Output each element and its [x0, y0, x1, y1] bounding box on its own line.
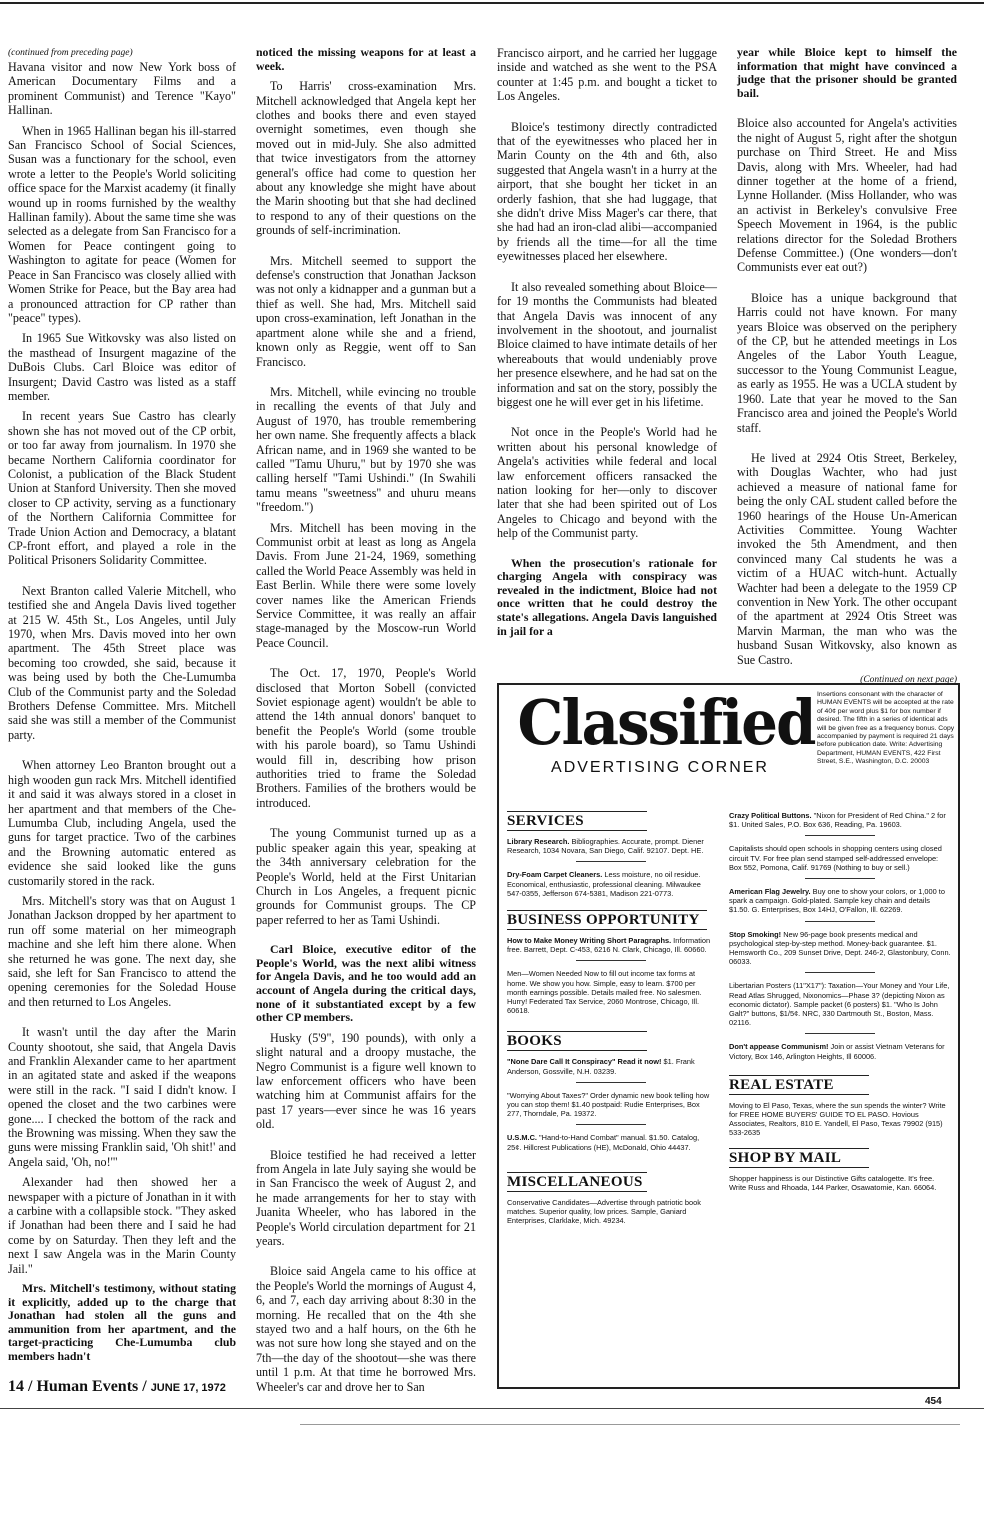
continued-on-note: (Continued on next page)	[860, 675, 957, 685]
issue-date: JUNE 17, 1972	[150, 1382, 226, 1394]
ad-lead-in: Dry-Foam Carpet Cleaners.	[507, 870, 603, 880]
paragraph: Bloice's testimony directly contradicted that of the eyewitnesses who placed her in Marin County on the 4th and 6th, also suggested that Angela wasn't in a hurry at the airport, that she bought her ticket in an orderly fashion, that she had luggage, that she didn't drive Miss Mager's car there, that she had had an iron-clad alibi—accompanied by friends all the time—for all the time eyewitnesses placed her elsewhere.	[497, 119, 717, 264]
paragraph: In recent years Sue Castro has clearly shown she has not moved out of the CP orbit, or too far away from journalism. In 1970 she became Northern California coordinator for Colonist, a publication of the Black Student Union at Stanford University. Then she moved closer to CP activity, serving as a functionary of the Northern California Committee for Trade Union Action and Democracy, a blatant CP-front effort, and played a role in the Political Prisoners Solidarity Committee.	[8, 409, 236, 568]
paragraph: It wasn't until the day after the Marin County shootout, she said, that Angela Davis and Franklin Alexander came to her apartment in an agitated state and asked if the weapons were still in the rack. "I said I didn't know. I opened the closet and the two carbines were gone.... I checked the bottom of the rack and the Browning was missing. When they saw the guns were missing Franklin said, 'Oh shit!' and Angela said, 'Oh, no!'"	[8, 1025, 236, 1169]
ad-lead-in: Don't appease Communism!	[729, 1042, 829, 1052]
classified-ad: Conservative Candidates—Advertise through patriotic book matches. Superior quality, low prices. Sample, Ganiard Enterprises, Clarklake, Mich. 49234.	[507, 1197, 701, 1226]
page-number: 454	[925, 1396, 942, 1407]
masthead-name: 14 / Human Events /	[8, 1378, 147, 1395]
ad-lead-in: "None Dare Call It Conspiracy" Read it now!	[507, 1057, 662, 1067]
classified-ads-box	[497, 683, 960, 1389]
section-heading-misc: MISCELLANEOUS	[507, 1172, 647, 1192]
paragraph: Mrs. Mitchell has been moving in the Communist orbit at least as long as Angela Davis. From June 21-24, 1969, something called the World Peace Assembly was held in East Berlin. While there were some lovely cover names like the American Friends Service Committee, it was really an affair stage-managed by the Moscow-run World Peace Council.	[256, 520, 476, 650]
classified-header	[507, 686, 815, 776]
classified-ad: U.S.M.C. "Hand-to-Hand Combat" manual. $1.50. Catalog, 25¢. Hillcrest Publications (HE), McDonald, Ohio 44437.	[507, 1133, 700, 1152]
paragraph: Havana visitor and now New York boss of American Documentary Films and a prominent Communist) and Terence "Kayo" Hallinan.	[8, 60, 236, 118]
divider	[805, 972, 875, 973]
paragraph: Alexander had then showed her a newspaper with a picture of Jonathan in it with a carbine with a collapsible stock. "They asked if Jonathan had been there and I said he had come by on Saturday. Then they left and the next I saw Angela was in the Marin County Jail."	[8, 1175, 236, 1276]
paragraph: Bloice has a unique background that Harris could not have known. For many years Bloice was observed on the periphery of the CP, but he attended meetings in Los Angeles of the Labor Youth League, successor to the Young Communist League, as early as 1955. He was a UCLA student by 1960. Late that year he moved to the San Francisco area and joined the People's World staff.	[737, 290, 957, 435]
ad-lead-in: American Flag Jewelry.	[729, 887, 811, 897]
classified-ad: How to Make Money Writing Short Paragraphs. Information free. Barrett, Dept. C-453, 6216 N. Clark, Chicago, Ill. 60660.	[507, 936, 711, 955]
paragraph: Bloice said Angela came to his office at the People's World the mornings of August 4, 6, and 7, each day arriving about 8:30 in the morning. He recalled that on the 4th she stayed two and a half hours, on the 6th he was not sure how long she stayed and on the 7th—the day of the shootout—she was there until 1 p.m. At that time he borrowed Mrs. Wheeler's car and drove her to San	[256, 1264, 476, 1394]
section-heading-shop-by-mail: SHOP BY MAIL	[729, 1148, 869, 1168]
classified-ad: Library Research. Bibliographies. Accurate, prompt. Diener Research, 1034 Novara, San Diego, Calif. 92107. Dept. HE.	[507, 837, 704, 856]
bottom-rule	[300, 1424, 960, 1425]
classified-ad: Shopper happiness is our Distinctive Gifts catalogette. It's free. Write Russ and Rhoada, 144 Parker, Osawatomie, Kan. 66064.	[729, 1173, 937, 1192]
classified-subtitle: ADVERTISING CORNER	[551, 759, 769, 776]
paragraph: To Harris' cross-examination Mrs. Mitchell acknowledged that Angela kept her clothes and books there and even stayed overnight sometimes, even though she moved out in mid-July. She also admitted that twice investigators from the attorney general's office had come to question her about any knowledge she might have about the Marin shooting but that she had declined to respond to any of their questions on the grounds of self-incrimination.	[256, 79, 476, 238]
ad-lead-in: Library Research.	[507, 837, 570, 846]
classified-ad: Stop Smoking! New 96-page book presents medical and psychological step-by-step method. Money-back guarantee. $1. Hemsworth Co., 209 Sunset Drive, Dept. 246-2, Glastonbury, Conn. 06033.	[729, 929, 951, 967]
divider	[805, 835, 875, 836]
section-heading-books: BOOKS	[507, 1031, 647, 1051]
paragraph: Mrs. Mitchell seemed to support the defense's construction that Jonathan Jackson was not only a kidnapper and a gunman but a thief as well. She had, Mrs. Mitchell said upon cross-examination, left Jonathan in the apartment alone while she and a friend, known only as Reggie, went off to San Francisco.	[256, 253, 476, 369]
paragraph: Bloice testified he had received a letter from Angela in late July saying she would be in San Francisco the week of August 2, and he made arrangements for her to stay with Juanita Wheeler, who has labored in the People's World circulation department for 21 years.	[256, 1147, 476, 1248]
pull-quote: Mrs. Mitchell's testimony, without stating it explicitly, added up to the charge that Jonathan had stolen all the guns and ammunition from her apartment, and the target-practicing Che-Lumumba club members hadn't	[8, 1281, 236, 1364]
divider	[576, 1082, 646, 1083]
divider	[576, 1124, 646, 1125]
classified-ad: Crazy Political Buttons. "Nixon for President of Red China." 2 for $1. United Sales, P.O. Box 636, Reading, Pa. 19603.	[729, 811, 946, 830]
page-footer-masthead	[8, 1378, 226, 1396]
divider	[805, 921, 875, 922]
classified-ad: Capitalists should open schools in shopping centers using closed circuit TV. For free plan send stamped self-addressed envelope: Box 552, Pomona, Calif. 91769 (Nothing to buy or sell.)	[729, 844, 942, 872]
pull-quote-continued: noticed the missing weapons for at least a week.	[256, 45, 476, 73]
ad-lead-in: How to Make Money Writing Short Paragraphs.	[507, 936, 672, 946]
pull-quote: When the prosecution's rationale for charging Angela with conspiracy was revealed in the indictment, Bloice had not once written that he could destroy the state's allegations. Angela Davis languished in jail for a	[497, 555, 717, 638]
pull-quote: Carl Bloice, executive editor of the People's World, was the next alibi witness for Angela Davis, and he too would add an account of Angela during the critical days, none of it substantiated except by a few other CP members.	[256, 942, 476, 1025]
classified-ad: Men—Women Needed Now to fill out income tax forms at home. We show you how. Simple, easy to learn. $700 per month earnings possible. Details mailed free. No salesmen. Hurry! Federated Tax Service, 2060 Montrose, Chicago, Ill. 60618.	[507, 969, 702, 1016]
paragraph: Bloice also accounted for Angela's activities the night of August 5, right after the shotgun purchase on Third Street. He and Miss Davis, along with Mrs. Wheeler, had had dinner together at the home of a friend, Lynne Hollander. (Miss Hollander, who was an activist in Berkeley's convulsive Free Speech Movement in 1964, is the public relations director for the Soledad Brothers Defense Committee.) (One wonders—don't Communists ever eat out?)	[737, 116, 957, 275]
divider	[805, 878, 875, 879]
section-heading-services: SERVICES	[507, 811, 647, 831]
classified-ad: "None Dare Call It Conspiracy" Read it now! $1. Frank Anderson, Gossville, N.H. 03239.	[507, 1057, 695, 1076]
paragraph: The young Communist turned up as a public speaker again this year, speaking at the 34th anniversary celebration for the People's World, held at the First Unitarian Church in Los Angeles, a frequent picnic grounds for Communist groups. The CP paper referred to her as Tami Ushindi.	[256, 826, 476, 927]
ad-lead-in: Stop Smoking!	[729, 929, 782, 939]
paragraph: Mrs. Mitchell's story was that on August 1 Jonathan Jackson dropped by her apartment to run off some material on her mimeograph machine and she left him there alone. When she returned he was gone. The next day, she said, she left for San Francisco to attend the opening ceremonies for the Soledad House and then returned to Los Angeles.	[8, 893, 236, 1009]
paragraph: When in 1965 Hallinan began his ill-starred San Francisco School of Social Sciences, Susan was a functionary for the school, even wrote a letter to the People's World soliciting office space for the Marxist academy (it finally wound up in rooms furnished by the wealthy Hallinan family). About the same time she was selected as a delegate from San Francisco for a Women for Peace contingent going to Washington to agitate for peace (Women for Peace in San Francisco was closely allied with Women Strike for Peace, but the Bay area had a pronounced attraction for CP rather than "peace" types).	[8, 123, 236, 325]
classified-title: Classified	[517, 686, 815, 759]
paragraph: Mrs. Mitchell, while evincing no trouble in recalling the events of that July and August of 1970, has trouble remembering her own name. She frequently affects a black African name, and in 1969 she wanted to be called "Tamu Uhuru," but by 1970 she was calling herself "Tami Ushindi." (In Swahili tamu means "sweetness" and uhuru means "freedom.")	[256, 384, 476, 515]
ad-lead-in: U.S.M.C.	[507, 1133, 537, 1143]
classified-ad: Don't appease Communism! Join or assist Vietnam Veterans for Victory, Box 146, Arlington Heights, Ill 60006.	[729, 1042, 945, 1061]
bottom-rule	[0, 1408, 984, 1409]
classified-ad: Moving to El Paso, Texas, where the sun spends the winter? Write for FREE HOME BUYERS' GUIDE TO EL PASO. Hovious Associates, Realtors, 810 E. Yandell, El Paso, Texas 79902 (915) 533-2635	[729, 1100, 946, 1138]
classified-left-column	[507, 811, 715, 1231]
paragraph: The Oct. 17, 1970, People's World disclosed that Morton Sobell (convicted Soviet espionage agent) wouldn't be able to attend the 14th annual donors' banquet to benefit the People's World (some trouble with his parole board), so Tamu Ushindi would fill in, describing how prison authorities tried to frame the Soledad Brothers. Families of the brothers would be introduced.	[256, 666, 476, 810]
article-column-1	[8, 46, 236, 1364]
paragraph: In 1965 Sue Witkovsky was also listed on the masthead of Insurgent magazine of the DuBois Clubs. Carl Bloice was editor of Insurgent; David Castro was listed as a staff member.	[8, 331, 236, 403]
paragraph: It also revealed something about Bloice—for 19 months the Communists had bleated that Angela Davis was innocent of any involvement in the shootout, and journalist Bloice claimed to have intimate details of her whereabouts that would undeniably prove her presence elsewhere, and he had sat on the information and sat on the story, possibly the biggest one he will ever get in his lifetime.	[497, 279, 717, 409]
continued-from-note: (continued from preceding page)	[8, 48, 133, 58]
paragraph: He lived at 2924 Otis Street, Berkeley, with Douglas Wachter, who had just achieved a measure of national fame for being the only CAL student called before the 1960 hearings of the House Un-American Activities Committee. Young Wachter invoked the 5th Amendment, and then convinced many Cal students he was a victim of a HUAC witch-hunt. Actually Wachter had been a delegate to the 1959 CP convention in New York. The other occupant of the apartment at 2924 Otis Street was Marvin Marman, the man who was the husband Susan Witkovsky, also known as Sue Castro.	[737, 450, 957, 667]
divider	[576, 861, 646, 862]
top-rule	[0, 2, 984, 4]
classified-ad: Dry-Foam Carpet Cleaners. Less moisture, no oil residue. Economical, enthusiastic, professional cleaning. Milwaukee 547-0355, Jefferson 674-5381, Madison 221-0773.	[507, 870, 701, 898]
paragraph: Husky (5'9", 190 pounds), with only a slight natural and a droopy mustache, the Negro Communist is a figure well known to law enforcement officers who have been watching him at Communist affairs for the past 17 years—ever since he was 16 years old.	[256, 1030, 476, 1132]
divider	[576, 960, 646, 961]
paragraph: Not once in the People's World had he written about his personal knowledge of Angela's activities while federal and local law enforcement officers ransacked the nation looking for her—only to discover later that she had been spirited out of Los Angeles to Chicago and beyond with the help of the Communist party.	[497, 425, 717, 541]
classified-ad: American Flag Jewelry. Buy one to show your colors, or 1,000 to spark a campaign. Gold-plated. Sample key chain and details $1.50. G. Enterprises, Box 14HJ, O'Fallon, Ill. 62269.	[729, 887, 945, 915]
paragraph: When attorney Leo Branton brought out a high wooden gun rack Mrs. Mitchell identified it and said it was always stored in a closet in her apartment and that members of the Che-Lumumba Club, including Angela, used the guns for target practice. Two of the carbines and the Browning automatic entered as evidence she said looked like the guns customarily stored in the rack.	[8, 758, 236, 888]
article-column-2	[256, 46, 476, 1394]
section-heading-business: BUSINESS OPPORTUNITY	[507, 910, 707, 930]
classified-right-column	[729, 811, 951, 1198]
paragraph: Francisco airport, and he carried her luggage inside and watched as she went to the PSA counter at 1:45 p.m. and bought a ticket to Los Angeles.	[497, 46, 717, 104]
article-column-4	[737, 46, 957, 687]
article-column-3	[497, 46, 717, 638]
paragraph: Next Branton called Valerie Mitchell, who testified she and Angela Davis lived together at 215 W. 45th St., Los Angeles, until July 1970, when Mrs. Davis moved into her own apartment. The 45th Street place was becoming too crowded, she said, because it was being used by both the Che-Lumumba Club of the Communist party and the Soledad Brothers Defense Committee. Mrs. Mitchell said she was still a member of the Communist party.	[8, 583, 236, 742]
classified-terms: Insertions consonant with the character of HUMAN EVENTS will be accepted at the rate of 40¢ per word plus $1 for box number if desired. The fifth in a series of identical ads will be given free as a frequency bonus. Copy accompanied by payment is required 21 days before publication date. Write: Advertising Department, HUMAN EVENTS, 422 First Street, S.E., Washington, D.C. 20003	[817, 691, 955, 766]
classified-ad: Libertarian Posters (11"X17"): Taxation—Your Money and Your Life, Read Atlas Shrugged, Nixonomics—Phase 3? (depicting Nixon as economic dictator). Sample packet (6 posters) $1. "Who Is John Galt?" buttons, $1/5¢. NRC, 330 Dartmouth St., Boston, Mass. 02116.	[729, 981, 950, 1028]
classified-ad: "Worrying About Taxes?" Order dynamic new book telling how you can stop them! $1.40 postpaid: Rudie Enterprises, Box 277, Thorndale, Pa. 19372.	[507, 1090, 710, 1119]
pull-quote-continued: year while Bloice kept to himself the information that might have convinced a judge that the prisoner should be granted bail.	[737, 45, 957, 100]
ad-lead-in: Crazy Political Buttons.	[729, 811, 812, 820]
divider	[805, 1033, 875, 1034]
section-heading-realestate: REAL ESTATE	[729, 1075, 869, 1095]
